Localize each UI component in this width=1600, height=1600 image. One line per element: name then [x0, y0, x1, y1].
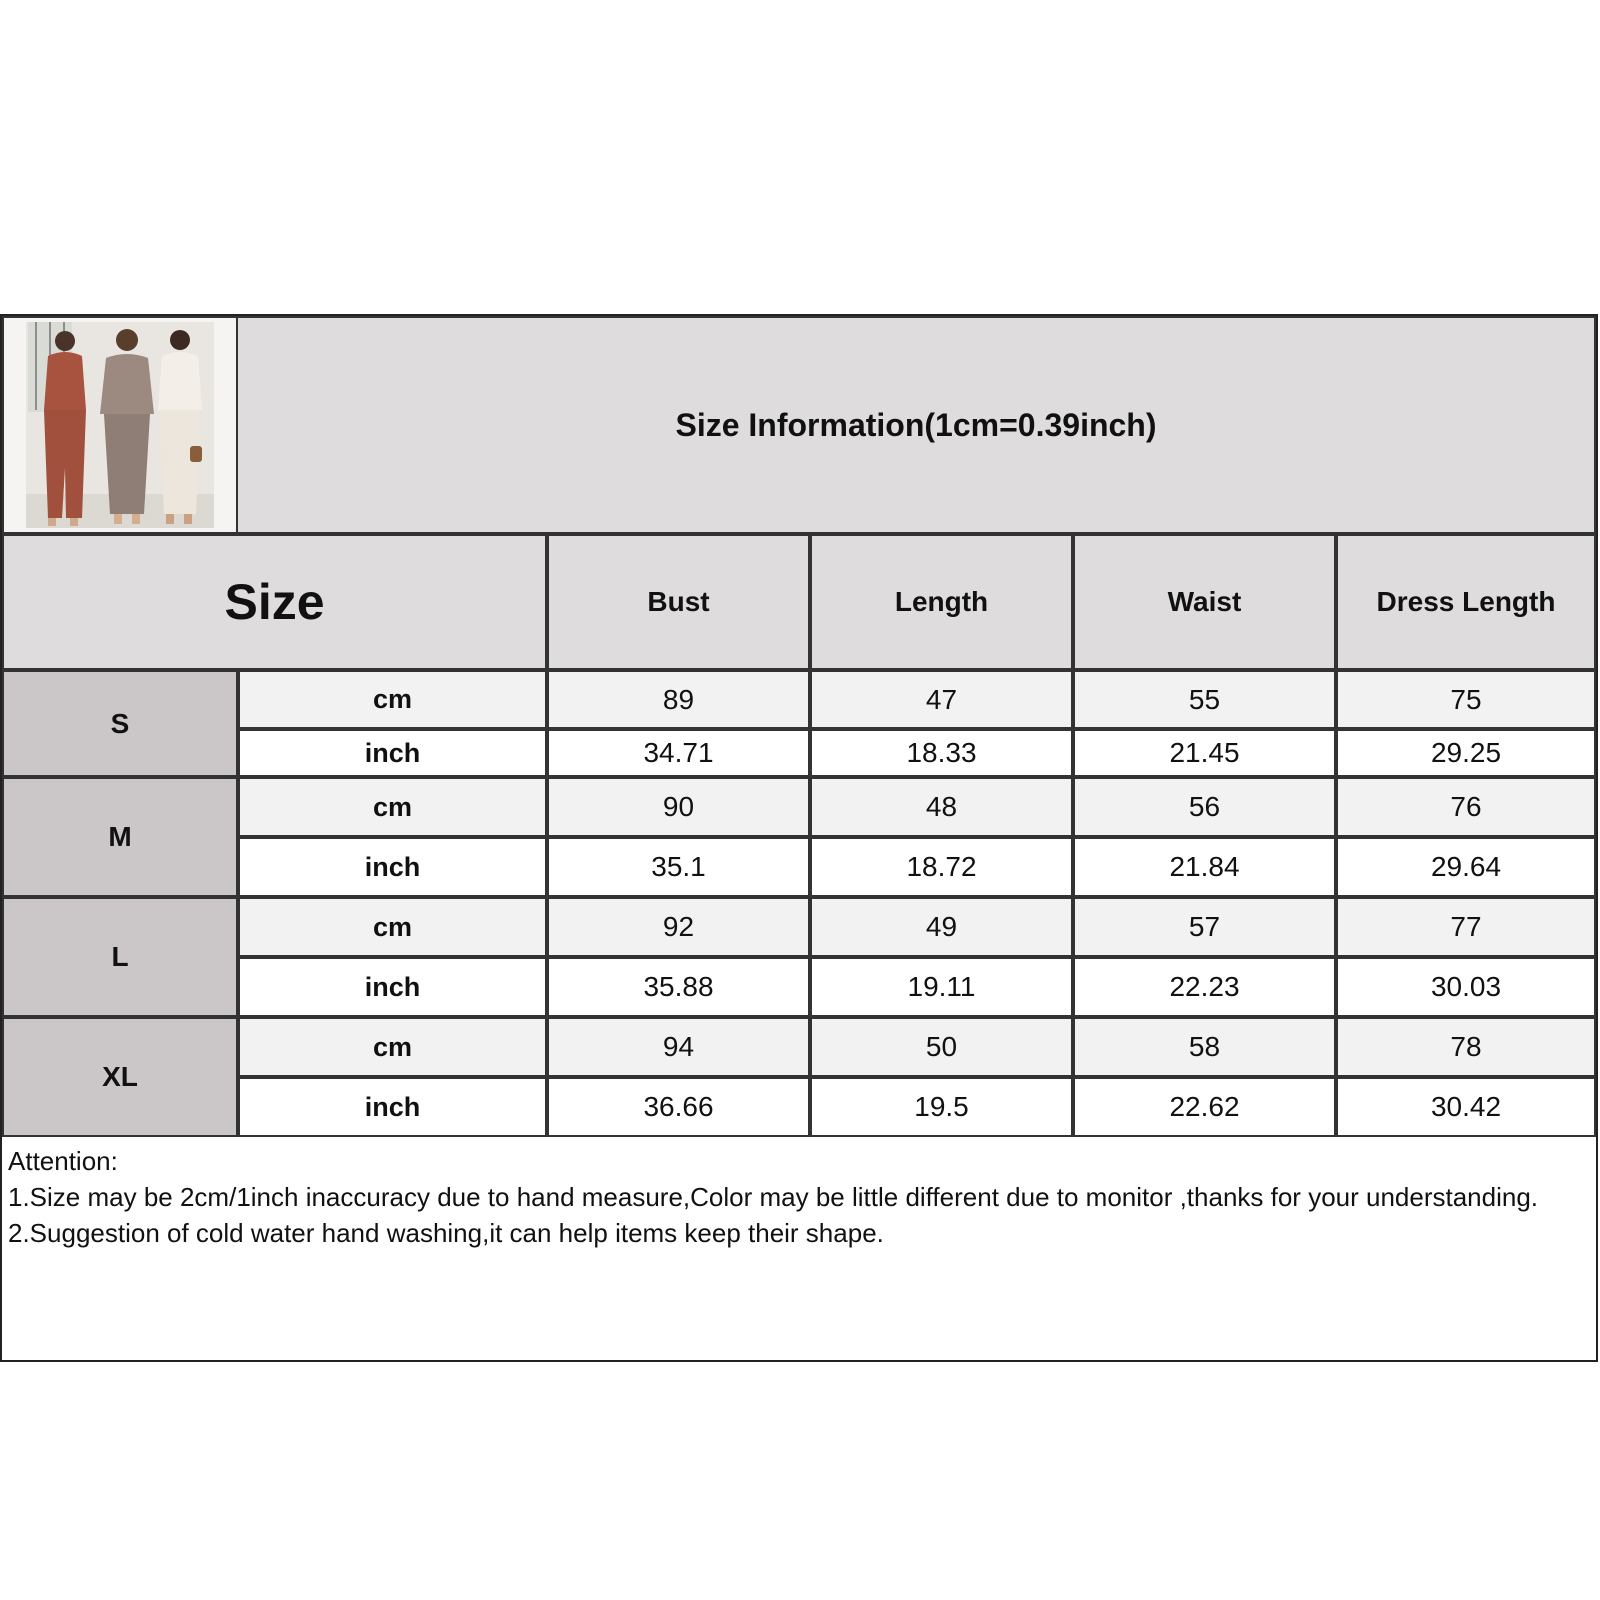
unit-cell [238, 729, 547, 777]
table-cell [810, 670, 1073, 729]
note-item: 2.Suggestion of cold water hand washing,it can help items keep their shape. [8, 1218, 884, 1248]
unit-label: inch [364, 1091, 421, 1122]
cell-value: 76 [1450, 791, 1482, 822]
col-header-dress-length [1336, 534, 1596, 670]
size-header: Size [224, 574, 325, 630]
cell-value: 22.62 [1169, 1091, 1240, 1122]
size-label-xl [2, 1017, 238, 1137]
cell-value: 34.71 [643, 737, 714, 768]
cell-value: 90 [662, 791, 695, 822]
unit-label: cm [372, 684, 413, 714]
cell-value: 18.33 [906, 737, 977, 768]
table-cell [1336, 1017, 1596, 1077]
table-cell [1336, 957, 1596, 1017]
table-cell [1073, 729, 1336, 777]
table-cell [547, 957, 810, 1017]
cell-value: 57 [1188, 911, 1221, 942]
cell-value: 89 [662, 683, 695, 715]
table-cell [1336, 1077, 1596, 1137]
size-name: S [110, 707, 130, 739]
table-cell [1336, 729, 1596, 777]
cell-value: 48 [925, 791, 958, 822]
table-cell [1073, 670, 1336, 729]
cell-value: 19.5 [914, 1091, 969, 1122]
table-cell [1073, 897, 1336, 957]
cell-value: 36.66 [643, 1091, 714, 1122]
cell-value: 29.64 [1430, 851, 1502, 882]
unit-label: inch [364, 851, 421, 882]
table-title-cell [236, 316, 1596, 534]
size-chart [0, 314, 1598, 1362]
table-cell [1073, 957, 1336, 1017]
note-item: 1.Size may be 2cm/1inch inaccuracy due to hand measure,Color may be little different due to monitor ,thanks for your understanding. [8, 1182, 1539, 1212]
unit-cell [238, 1077, 547, 1137]
size-label-s [2, 670, 238, 777]
unit-cell [238, 1017, 547, 1077]
cell-value: 94 [662, 1031, 695, 1062]
unit-label: inch [364, 971, 421, 1002]
table-title: Size Information(1cm=0.39inch) [675, 406, 1157, 443]
size-header-cell [2, 534, 547, 670]
notes-heading: Attention: [8, 1146, 118, 1176]
table-cell [1073, 777, 1336, 837]
cell-value: 49 [925, 911, 958, 942]
table-cell [1336, 897, 1596, 957]
table-cell [547, 897, 810, 957]
unit-cell [238, 837, 547, 897]
size-name: XL [102, 1061, 138, 1092]
table-cell [547, 1017, 810, 1077]
cell-value: 47 [925, 683, 958, 715]
table-cell [810, 837, 1073, 897]
table-cell [547, 729, 810, 777]
cell-value: 19.11 [907, 971, 976, 1002]
table-cell [1336, 837, 1596, 897]
cell-value: 29.25 [1430, 737, 1502, 768]
cell-value: 50 [925, 1031, 958, 1062]
unit-cell [238, 670, 547, 729]
table-cell [810, 1077, 1073, 1137]
unit-label: cm [372, 791, 413, 822]
table-cell [810, 897, 1073, 957]
product-photo [2, 316, 238, 534]
table-cell [547, 1077, 810, 1137]
col-header-label: Bust [647, 586, 710, 617]
table-cell [810, 957, 1073, 1017]
cell-value: 35.88 [643, 971, 714, 1002]
cell-value: 92 [662, 911, 695, 942]
cell-value: 78 [1450, 1031, 1482, 1062]
cell-value: 21.84 [1169, 851, 1240, 882]
unit-cell [238, 777, 547, 837]
cell-value: 21.45 [1169, 737, 1240, 768]
cell-value: 30.03 [1430, 971, 1502, 1002]
table-cell [1073, 1017, 1336, 1077]
unit-cell [238, 957, 547, 1017]
models-image [4, 318, 236, 532]
size-name: M [108, 821, 132, 852]
table-cell [810, 1017, 1073, 1077]
col-header-length [810, 534, 1073, 670]
col-header-label: Dress Length [1376, 586, 1556, 617]
table-cell [1073, 837, 1336, 897]
cell-value: 35.1 [651, 851, 706, 882]
cell-value: 22.23 [1169, 971, 1240, 1002]
table-cell [1336, 670, 1596, 729]
unit-cell [238, 897, 547, 957]
col-header-label: Length [894, 586, 989, 617]
table-cell [1336, 777, 1596, 837]
size-label-l [2, 897, 238, 1017]
unit-label: cm [372, 911, 413, 942]
cell-value: 30.42 [1430, 1091, 1502, 1122]
table-cell [1073, 1077, 1336, 1137]
unit-label: inch [364, 737, 421, 768]
unit-label: cm [372, 1031, 413, 1062]
size-name: L [111, 941, 129, 972]
col-header-waist [1073, 534, 1336, 670]
col-header-label: Waist [1167, 586, 1242, 617]
cell-value: 77 [1450, 911, 1482, 942]
table-cell [547, 777, 810, 837]
attention-notes [2, 1137, 1596, 1360]
col-header-bust [547, 534, 810, 670]
table-cell [810, 729, 1073, 777]
cell-value: 56 [1188, 791, 1221, 822]
cell-value: 75 [1450, 683, 1482, 715]
size-label-m [2, 777, 238, 897]
table-cell [547, 837, 810, 897]
cell-value: 18.72 [906, 851, 977, 882]
table-cell [547, 670, 810, 729]
cell-value: 55 [1188, 683, 1221, 715]
cell-value: 58 [1188, 1031, 1221, 1062]
table-cell [810, 777, 1073, 837]
